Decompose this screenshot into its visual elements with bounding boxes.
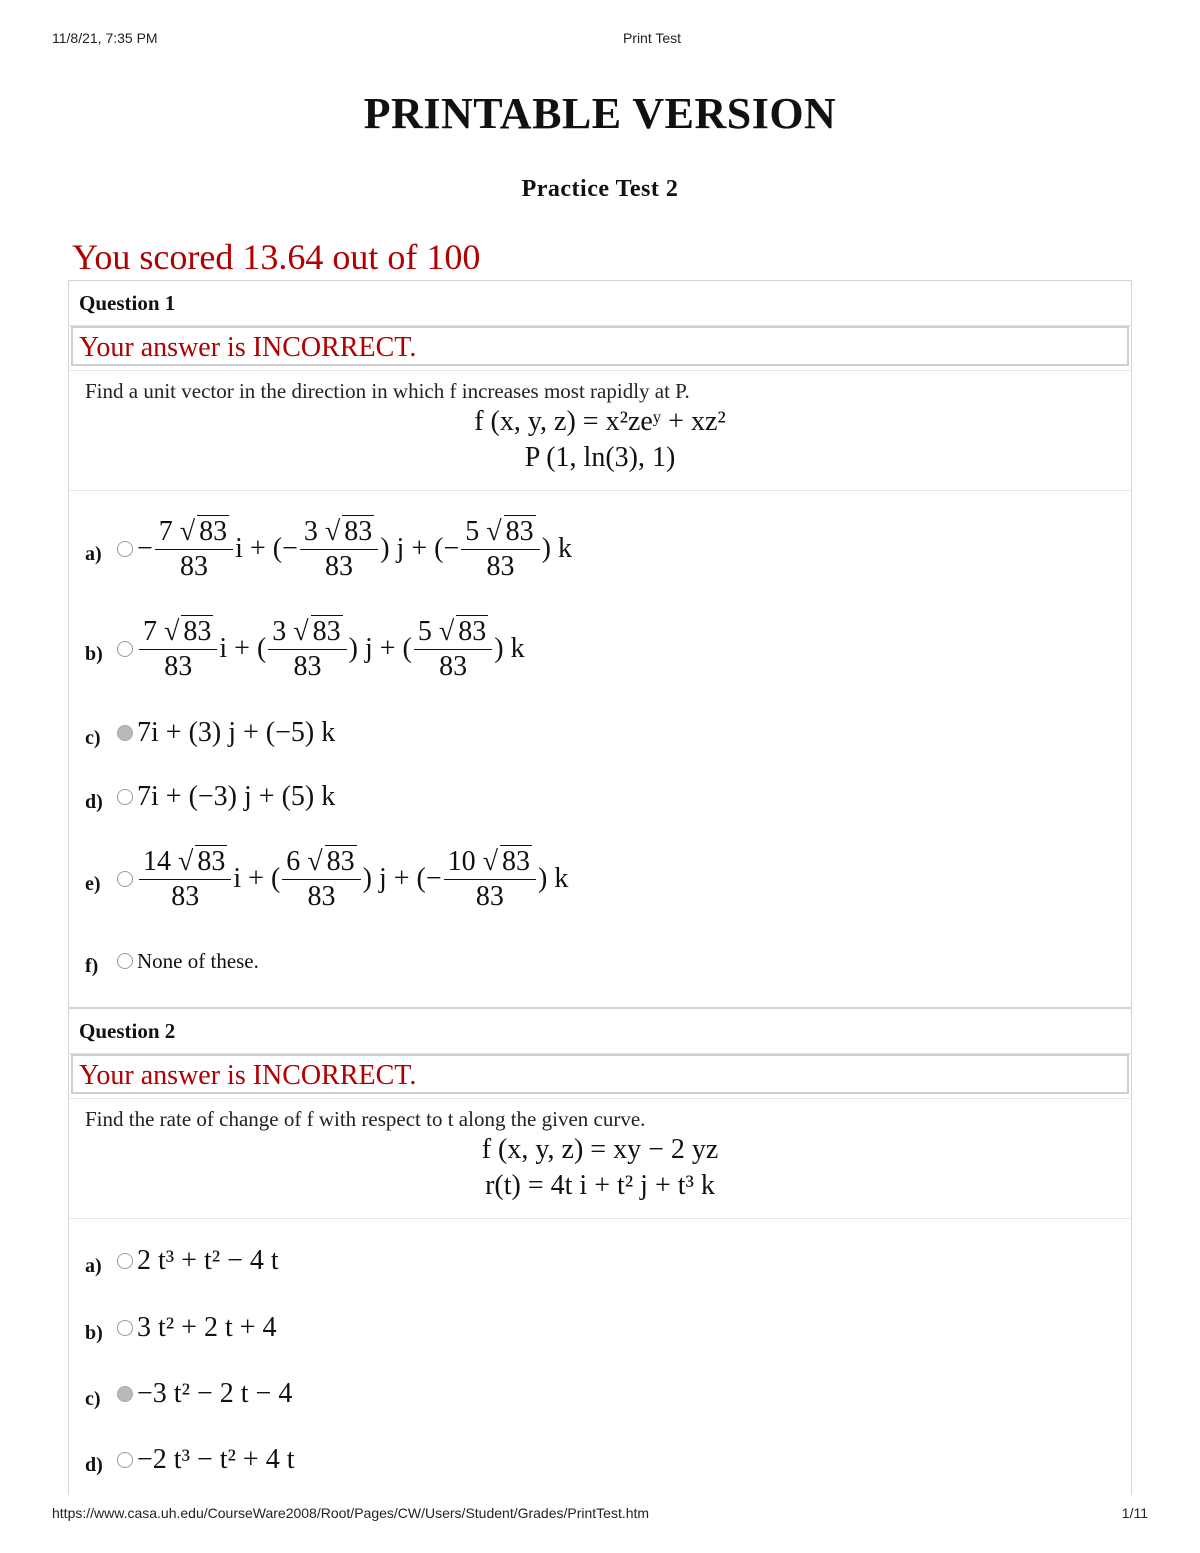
print-footer: [52, 1505, 1148, 1525]
formula-point: P (1, ln(3), 1): [524, 442, 676, 473]
option-b[interactable]: [69, 599, 1131, 699]
score-text: You scored 13.64 out of 100: [72, 237, 481, 277]
radio-button-selected[interactable]: [117, 725, 133, 741]
option-math: 2 t³ + t² − 4 t: [137, 1245, 279, 1276]
formula-curve: r(t) = 4t i + t² j + t³ k: [485, 1170, 715, 1201]
option-d[interactable]: [69, 1427, 1131, 1493]
verdict-incorrect: Your answer is INCORRECT.: [71, 326, 1129, 366]
option-f[interactable]: [69, 931, 1131, 991]
radio-button[interactable]: [117, 789, 133, 805]
radio-button[interactable]: [117, 1253, 133, 1269]
option-a[interactable]: [69, 1227, 1131, 1295]
option-b[interactable]: [69, 1295, 1131, 1361]
print-header: [52, 30, 1148, 50]
option-c[interactable]: [69, 1361, 1131, 1427]
option-math: $\frac{7 √ 83}{83}$ i + ( $\frac{3 √ 83}{83}$ ) j + ( $\frac{5 √ 83}{83}$ ) k: [137, 615, 525, 684]
test-name: Practice Test 2: [521, 176, 679, 202]
option-letter: e): [85, 872, 101, 895]
option-letter: d): [85, 790, 103, 813]
question-2: [68, 1008, 1132, 1495]
option-letter: a): [85, 542, 102, 565]
radio-button[interactable]: [117, 1452, 133, 1468]
option-letter: c): [85, 1387, 101, 1410]
option-text: None of these.: [137, 948, 259, 973]
radio-button-selected[interactable]: [117, 1386, 133, 1402]
option-letter: f): [85, 954, 99, 977]
option-letter: d): [85, 1453, 103, 1476]
print-page-number: 1/11: [1121, 1505, 1148, 1521]
question-prompt: [69, 370, 1131, 491]
option-math: 7i + (3) j + (−5) k: [137, 717, 336, 748]
option-letter: b): [85, 1321, 103, 1344]
option-c[interactable]: [69, 699, 1131, 767]
print-doc-title: Print Test: [622, 30, 682, 46]
verdict-incorrect: Your answer is INCORRECT.: [71, 1054, 1129, 1094]
option-math: − $\frac{7 √ 83}{83}$ i + (− $\frac{3 √ 83}{83}$ ) j + (− $\frac{5 √ 83}{83}$ ) k: [137, 515, 572, 582]
radio-button[interactable]: [117, 871, 133, 887]
radio-button[interactable]: [117, 541, 133, 557]
question-header: Question 1: [69, 281, 1131, 326]
option-letter: b): [85, 642, 103, 665]
answer-options: [69, 1219, 1131, 1493]
page-title: PRINTABLE VERSION: [363, 89, 837, 138]
print-url: https://www.casa.uh.edu/CourseWare2008/Root/Pages/CW/Users/Student/Grades/PrintTest.htm: [52, 1505, 650, 1521]
prompt-text: Find a unit vector in the direction in which f increases most rapidly at P.: [85, 379, 690, 403]
formula-function: f (x, y, z) = x²zeʸ + xz²: [474, 406, 726, 437]
option-math: 3 t² + 2 t + 4: [137, 1312, 277, 1343]
formula-function: f (x, y, z) = xy − 2 yz: [481, 1134, 719, 1165]
option-math: $\frac{14 √ 83}{83}$ i + ( $\frac{6 √ 83}{83}$ ) j + (− $\frac{10 √ 83}{83}$ ) k: [137, 845, 568, 914]
option-math: 7i + (−3) j + (5) k: [137, 781, 336, 812]
question-1: [68, 280, 1132, 1008]
print-datetime: 11/8/21, 7:35 PM: [52, 30, 158, 46]
option-e[interactable]: [69, 827, 1131, 931]
question-header: Question 2: [69, 1009, 1131, 1054]
answer-options: [69, 491, 1131, 991]
option-letter: c): [85, 726, 101, 749]
prompt-text: Find the rate of change of f with respect to t along the given curve.: [85, 1107, 646, 1131]
option-math: −3 t² − 2 t − 4: [137, 1378, 293, 1409]
question-prompt: [69, 1098, 1131, 1219]
option-letter: a): [85, 1254, 102, 1277]
radio-button[interactable]: [117, 1320, 133, 1336]
option-math: −2 t³ − t² + 4 t: [137, 1444, 295, 1475]
option-d[interactable]: [69, 767, 1131, 827]
radio-button[interactable]: [117, 641, 133, 657]
radio-button[interactable]: [117, 953, 133, 969]
option-a[interactable]: [69, 499, 1131, 599]
